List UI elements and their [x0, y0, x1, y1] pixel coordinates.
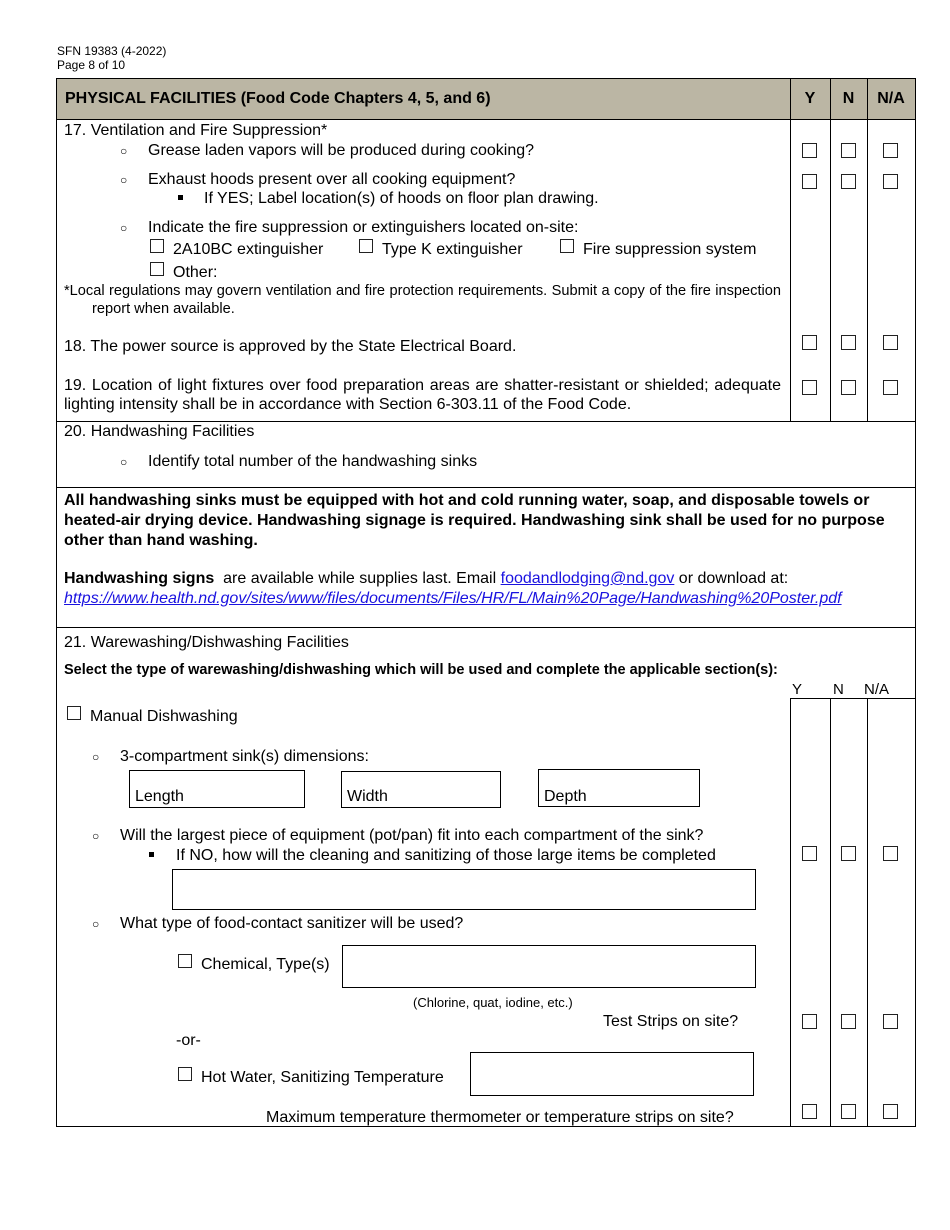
- item17-note: *Local regulations may govern ventilation and fire protection requirements. Submit a copy of the fire inspection report when available.: [64, 283, 781, 317]
- width-label: Width: [347, 788, 388, 805]
- chemical-type-field[interactable]: [342, 945, 756, 988]
- max-temp-n-checkbox[interactable]: [841, 1104, 856, 1119]
- circle-bullet-icon: ○: [120, 144, 128, 158]
- chemical-label: Chemical, Type(s): [201, 956, 330, 973]
- handwashing-signs-paragraph: [64, 569, 908, 589]
- square-bullet-icon: [178, 195, 183, 200]
- max-temp-question: Maximum temperature thermometer or temperature strips on site?: [266, 1109, 734, 1126]
- handwashing-poster-link[interactable]: https://www.health.nd.gov/sites/www/files/documents/Files/HR/FL/Main%20Page/Handwashing%20Poster.pdf: [64, 590, 842, 607]
- item19-na-checkbox[interactable]: [883, 380, 898, 395]
- email-link[interactable]: foodandlodging@nd.gov: [500, 570, 675, 587]
- length-label: Length: [135, 788, 184, 805]
- hot-water-checkbox[interactable]: [178, 1067, 192, 1081]
- dimensions-question: 3-compartment sink(s) dimensions:: [120, 748, 369, 765]
- col-header-na: N/A: [877, 90, 905, 107]
- or-label: -or-: [176, 1032, 201, 1049]
- opt-typek-label: Type K extinguisher: [382, 241, 523, 258]
- opt-2a10bc-label: 2A10BC extinguisher: [173, 241, 324, 258]
- item21-title: 21. Warewashing/Dishwashing Facilities: [64, 634, 349, 651]
- circle-bullet-icon: ○: [120, 221, 128, 235]
- largest-equipment-na-checkbox[interactable]: [883, 846, 898, 861]
- item20-title: 20. Handwashing Facilities: [64, 423, 255, 440]
- manual-dishwashing-checkbox[interactable]: [67, 706, 81, 720]
- square-bullet-icon: [149, 852, 154, 857]
- col-header-n: N: [842, 90, 855, 107]
- large-items-cleaning-field[interactable]: [172, 869, 756, 910]
- test-strips-n-checkbox[interactable]: [841, 1014, 856, 1029]
- largest-equipment-y-checkbox[interactable]: [802, 846, 817, 861]
- item18-n-checkbox[interactable]: [841, 335, 856, 350]
- circle-bullet-icon: ○: [92, 750, 100, 764]
- circle-bullet-icon: ○: [120, 173, 128, 187]
- item21-col-y: Y: [792, 681, 803, 698]
- item19-y-checkbox[interactable]: [802, 380, 817, 395]
- max-temp-na-checkbox[interactable]: [883, 1104, 898, 1119]
- max-temp-y-checkbox[interactable]: [802, 1104, 817, 1119]
- item18-y-checkbox[interactable]: [802, 335, 817, 350]
- item21-col-na: N/A: [864, 681, 890, 698]
- item17-grease-y-checkbox[interactable]: [802, 143, 817, 158]
- item19-n-checkbox[interactable]: [841, 380, 856, 395]
- circle-bullet-icon: ○: [92, 917, 100, 931]
- chemical-hint: (Chlorine, quat, iodine, etc.): [413, 995, 573, 1010]
- item20-identify-question: Identify total number of the handwashing sinks: [148, 453, 478, 470]
- item17-hoods-n-checkbox[interactable]: [841, 174, 856, 189]
- circle-bullet-icon: ○: [120, 455, 128, 469]
- chemical-checkbox[interactable]: [178, 954, 192, 968]
- item17-grease-na-checkbox[interactable]: [883, 143, 898, 158]
- handwashing-poster-link-wrap: [64, 589, 842, 608]
- item17-hoods-na-checkbox[interactable]: [883, 174, 898, 189]
- item17-grease-n-checkbox[interactable]: [841, 143, 856, 158]
- test-strips-question: Test Strips on site?: [603, 1013, 739, 1030]
- largest-equipment-n-checkbox[interactable]: [841, 846, 856, 861]
- handwashing-requirements: All handwashing sinks must be equipped with hot and cold running water, soap, and disposable towels or heated-air drying device. Handwashing signage is required. Handwashing sink shall be used for no purpose other than hand washing.: [64, 492, 885, 549]
- item17-title: 17. Ventilation and Fire Suppression*: [64, 122, 328, 139]
- opt-other-checkbox[interactable]: [150, 262, 164, 276]
- hot-water-temp-field[interactable]: [470, 1052, 754, 1096]
- item17-indicate-question: Indicate the fire suppression or extinguishers located on-site:: [148, 219, 579, 236]
- form-number: SFN 19383 (4-2022): [57, 44, 167, 58]
- page-label: Page 8 of 10: [57, 58, 126, 72]
- item17-hoods-subnote: If YES; Label location(s) of hoods on floor plan drawing.: [204, 190, 599, 207]
- item18-na-checkbox[interactable]: [883, 335, 898, 350]
- test-strips-na-checkbox[interactable]: [883, 1014, 898, 1029]
- col-header-y: Y: [804, 90, 816, 107]
- opt-2a10bc-checkbox[interactable]: [150, 239, 164, 253]
- largest-equipment-question: Will the largest piece of equipment (pot/pan) fit into each compartment of the sink?: [120, 827, 704, 844]
- circle-bullet-icon: ○: [92, 829, 100, 843]
- opt-other-label: Other:: [173, 264, 218, 281]
- item19-text: 19. Location of light fixtures over food preparation areas are shatter-resistant or shielded; adequate lighting intensity shall be in accordance with Section 6-303.11 of the Food Code.: [64, 377, 781, 413]
- test-strips-y-checkbox[interactable]: [802, 1014, 817, 1029]
- depth-label: Depth: [544, 788, 587, 805]
- opt-fss-label: Fire suppression system: [583, 241, 757, 258]
- sanitizer-question: What type of food-contact sanitizer will be used?: [120, 915, 464, 932]
- item21-instruction: Select the type of warewashing/dishwashing which will be used and complete the applicable section(s):: [64, 662, 778, 678]
- handwashing-signs-text: are available while supplies last. Email: [223, 570, 497, 587]
- item17-hoods-y-checkbox[interactable]: [802, 174, 817, 189]
- item17-grease-question: Grease laden vapors will be produced during cooking?: [148, 142, 535, 159]
- table-title: PHYSICAL FACILITIES (Food Code Chapters 4, 5, and 6): [65, 90, 491, 107]
- opt-typek-checkbox[interactable]: [359, 239, 373, 253]
- item17-hoods-question: Exhaust hoods present over all cooking equipment?: [148, 171, 516, 188]
- item18-text: 18. The power source is approved by the State Electrical Board.: [64, 338, 517, 355]
- download-text: or download at:: [678, 570, 789, 587]
- opt-fss-checkbox[interactable]: [560, 239, 574, 253]
- manual-dishwashing-label: Manual Dishwashing: [90, 708, 238, 725]
- hot-water-label: Hot Water, Sanitizing Temperature: [201, 1069, 444, 1086]
- largest-equipment-subquestion: If NO, how will the cleaning and sanitizing of those large items be completed: [176, 847, 716, 864]
- item21-col-n: N: [833, 681, 844, 698]
- handwashing-signs-label: Handwashing signs: [64, 570, 215, 587]
